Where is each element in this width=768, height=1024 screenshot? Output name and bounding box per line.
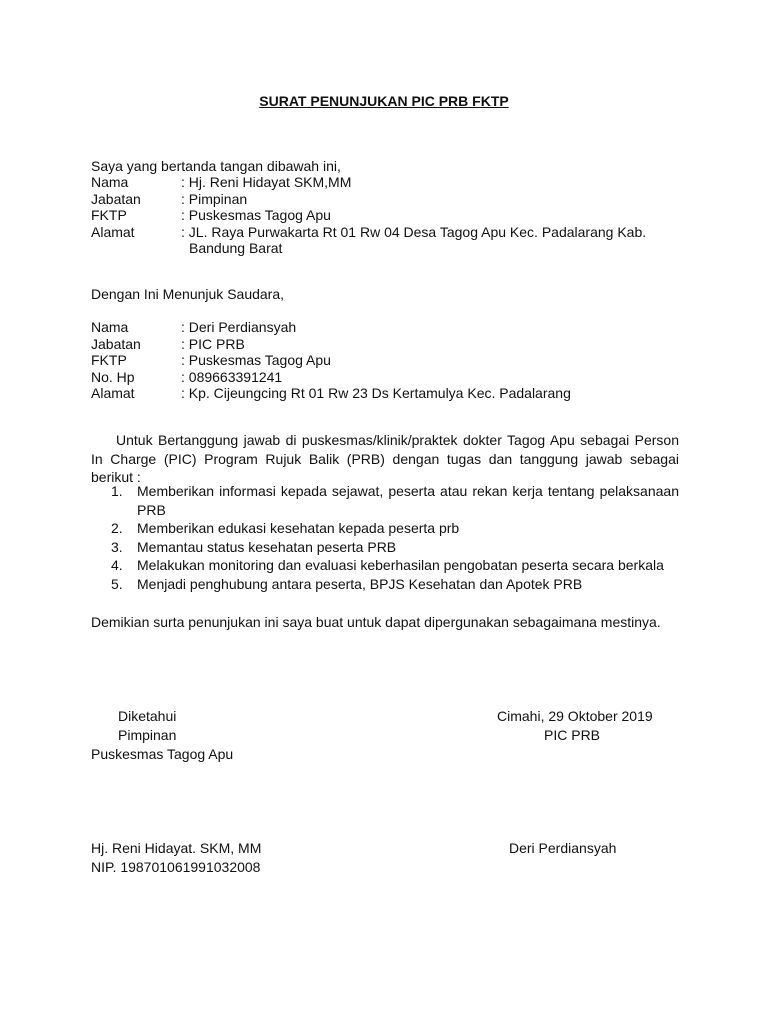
- signer-value: : JL. Raya Purwakarta Rt 01 Rw 04 Desa Tagog Apu Kec. Padalarang Kab.: [181, 223, 647, 240]
- appointee-value: : Deri Perdiansyah: [181, 319, 297, 335]
- left-sign-role: Pimpinan: [118, 727, 177, 743]
- appointee-row-fktp: [91, 352, 571, 369]
- signer-row-fktp: [91, 207, 646, 224]
- appointee-label: FKTP: [91, 352, 127, 368]
- appointee-row-position: [91, 336, 571, 353]
- appointee-row-name: [91, 319, 571, 336]
- signer-row-position: [91, 191, 646, 208]
- signer-label: Nama: [91, 174, 129, 190]
- list-number: 3.: [111, 538, 123, 555]
- appointee-row-address: [91, 385, 571, 402]
- signer-value: : Puskesmas Tagog Apu: [181, 207, 331, 223]
- duties-list: [111, 482, 679, 593]
- list-text: Menjadi penghubung antara peserta, BPJS Kesehatan dan Apotek PRB: [137, 575, 583, 592]
- list-item: [111, 575, 679, 594]
- appoint-intro: Dengan Ini Menunjuk Saudara,: [91, 286, 285, 302]
- list-number: 4.: [111, 557, 123, 573]
- signer-row-address: [91, 224, 646, 241]
- list-item: [111, 556, 679, 575]
- left-sign-known: Diketahui: [118, 708, 177, 724]
- signer-value: : Pimpinan: [181, 190, 248, 207]
- list-item: [111, 519, 679, 538]
- left-sign-name: Hj. Reni Hidayat. SKM, MM: [91, 840, 262, 856]
- signer-label: FKTP: [91, 207, 127, 223]
- signer-value: : Hj. Reni Hidayat SKM,MM: [181, 174, 352, 190]
- list-number: 1.: [111, 483, 123, 499]
- list-text: Memantau status kesehatan peserta PRB: [137, 538, 397, 555]
- responsibility-paragraph: [91, 431, 679, 487]
- document-title: SURAT PENUNJUKAN PIC PRB FKTP: [259, 93, 509, 109]
- right-sign-place-date: Cimahi, 29 Oktober 2019: [497, 708, 653, 724]
- appointee-value: : PIC PRB: [181, 335, 245, 352]
- list-number: 5.: [111, 575, 123, 592]
- list-number: 2.: [111, 520, 123, 536]
- signer-address-continued: Bandung Barat: [189, 240, 283, 256]
- appointee-row-phone: [91, 369, 571, 386]
- appointee-details: [91, 319, 571, 402]
- responsibility-text: Untuk Bertanggung jawab di puskesmas/klinik/praktek dokter Tagog Apu sebagai Person In Charge (PIC) Program Rujuk Balik (PRB) dengan tugas dan tanggung jawab sebagai berikut :: [91, 432, 679, 485]
- signer-label: Alamat: [91, 223, 135, 240]
- appointee-label: No. Hp: [91, 368, 135, 385]
- appointee-label: Alamat: [91, 385, 135, 401]
- appointee-label: Jabatan: [91, 335, 141, 352]
- list-text: Memberikan informasi kepada sejawat, peserta atau rekan kerja tentang pelaksanaan PRB: [137, 483, 679, 518]
- signer-label: Jabatan: [91, 190, 141, 207]
- signer-row-name: [91, 174, 646, 191]
- appointee-label: Nama: [91, 319, 129, 335]
- list-item: [111, 482, 679, 519]
- left-sign-organization: Puskesmas Tagog Apu: [91, 746, 234, 762]
- right-sign-name: Deri Perdiansyah: [509, 840, 617, 856]
- left-sign-nip: NIP. 198701061991032008: [91, 859, 261, 875]
- closing-text: Demikian surta penunjukan ini saya buat untuk dapat dipergunakan sebagaimana mestinya.: [91, 614, 661, 630]
- list-item: [111, 538, 679, 557]
- signer-details: [91, 174, 646, 257]
- list-text: Melakukan monitoring dan evaluasi keberhasilan pengobatan peserta secara berkala: [137, 557, 664, 573]
- appointee-value: : Puskesmas Tagog Apu: [181, 352, 331, 368]
- right-sign-role: PIC PRB: [544, 727, 601, 743]
- list-text: Memberikan edukasi kesehatan kepada peserta prb: [137, 520, 460, 536]
- intro-text: Saya yang bertanda tangan dibawah ini,: [91, 158, 341, 174]
- appointee-value: : Kp. Cijeungcing Rt 01 Rw 23 Ds Kertamulya Kec. Padalarang: [181, 385, 571, 401]
- appointee-value: : 089663391241: [181, 368, 283, 385]
